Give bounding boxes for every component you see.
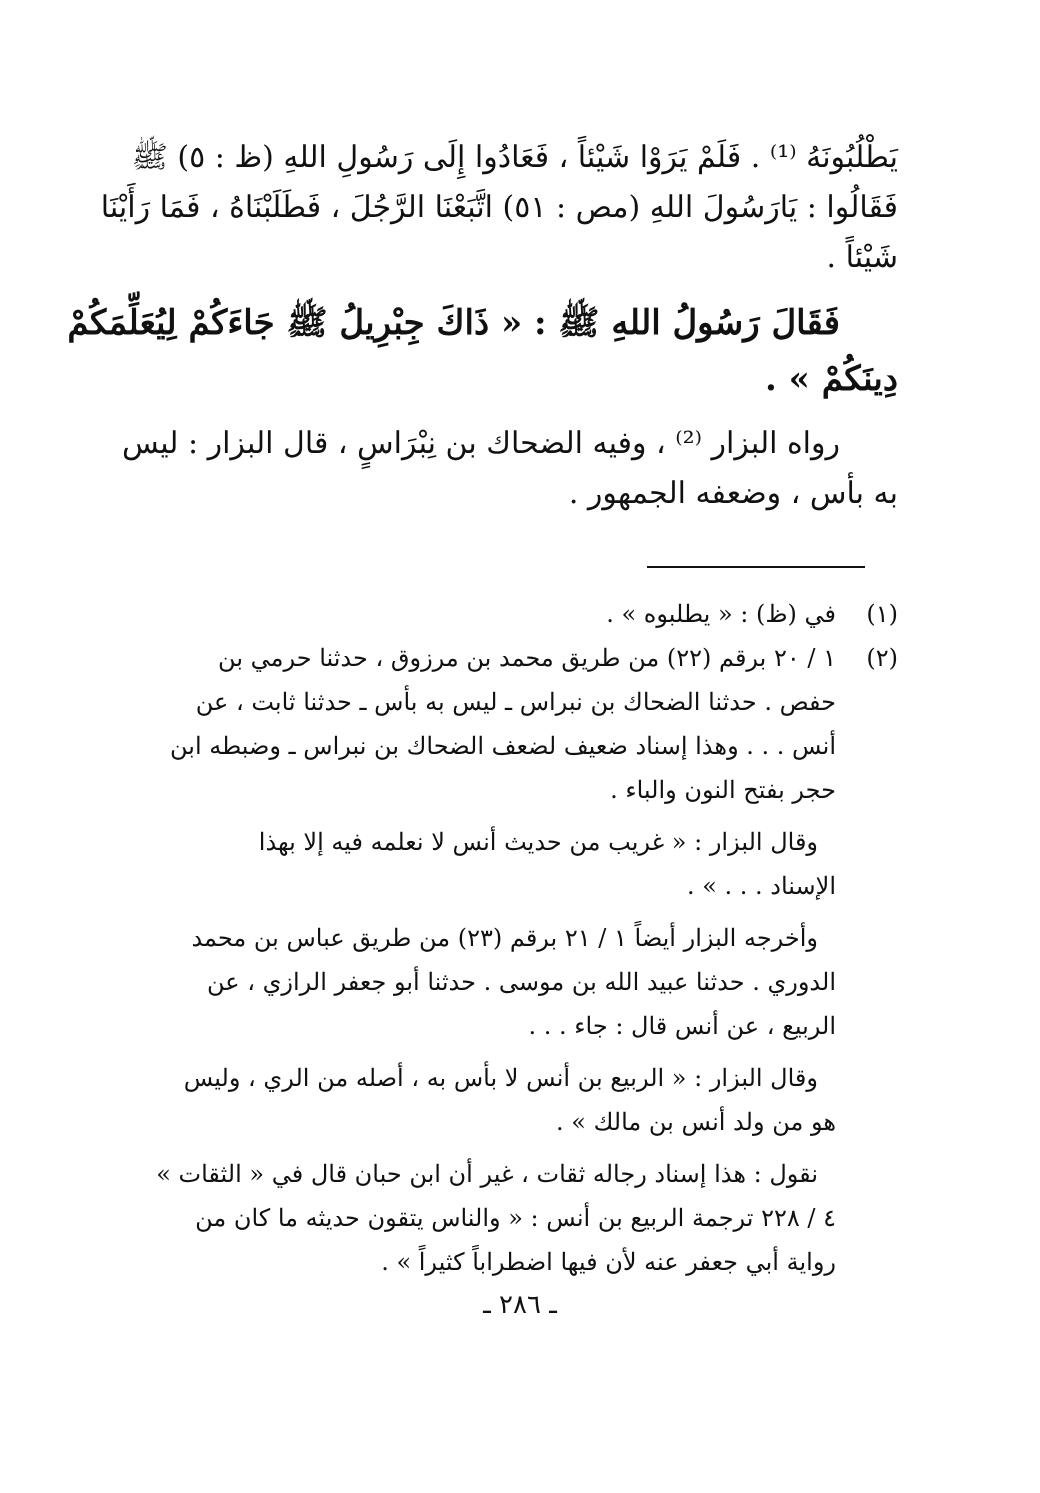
footnotes <box>156 592 898 1284</box>
footnote-line: وقال البزار : « الربيع بن أنس لا بأس به ، أصله من الري ، وليس <box>183 1064 818 1092</box>
main-text <box>67 133 898 531</box>
footnote-line: وأخرجه البزار أيضاً ١ / ٢١ برقم (٢٣) من طريق عباس بن محمد <box>191 924 818 952</box>
footnote-line: الإسناد . . . » . <box>686 872 836 900</box>
footnote-line: أنس . . . وهذا إسناد ضعيف لضعف الضحاك بن نبراس ـ وضبطه ابن <box>170 732 836 760</box>
footnote-text: في (ظ) : « يطلبوه » . <box>606 600 836 628</box>
footnote-number: (٢) <box>866 644 898 672</box>
footnote-line: حفص . حدثنا الضحاك بن نبراس ـ ليس به بأس ـ حدثنا ثابت ، عن <box>195 688 836 716</box>
footnote-1 <box>170 592 898 636</box>
text-line: شَيْئاً . <box>826 240 898 275</box>
footnote-line: ٤ / ٢٢٨ ترجمة الربيع بن أنس : « والناس يتقون حديثه ما كان من <box>195 1204 836 1232</box>
footnote-line: وقال البزار : « غريب من حديث أنس لا نعلمه فيه إلا بهذا <box>258 828 818 856</box>
footnote-divider <box>647 566 865 568</box>
page-number: ـ ٢٨٦ ـ <box>483 1290 557 1320</box>
footnote-line: هو من ولد أنس بن مالك » . <box>556 1108 836 1136</box>
footnote-line: حجر بفتح النون والباء . <box>610 776 836 804</box>
text-line: يَطْلُبُونَهُ ⁽¹⁾ . فَلَمْ يَرَوْا شَيْئاً ، فَعَادُوا إِلَى رَسُولِ اللهِ (ظ : ٥) ﷺ <box>131 140 898 175</box>
text-line: دِينَكُمْ » . <box>764 359 898 399</box>
text-line: فَقَالَ رَسُولُ اللهِ ﷺ : « ذَاكَ جِبْرِيلُ ﷺ جَاءَكُمْ لِيُعَلِّمَكُمْ <box>67 303 840 343</box>
footnote-line: الدوري . حدثنا عبيد الله بن موسى . حدثنا أبو جعفر الرازي ، عن <box>207 968 836 996</box>
footnote-number: (١) <box>866 600 898 628</box>
text-line: به بأس ، وضعفه الجمهور . <box>568 476 898 511</box>
footnote-2 <box>170 636 898 680</box>
text-line: فَقَالُوا : يَارَسُولَ اللهِ (مص : ٥١) اتَّبَعْنَا الرَّجُلَ ، فَطَلَبْنَاهُ ، فَمَا رَأَيْنَا <box>100 190 898 225</box>
paragraph-1 <box>100 133 898 283</box>
footnote-text: ١ / ٢٠ برقم (٢٢) من طريق محمد بن مرزوق ، حدثنا حرمي بن <box>218 644 836 672</box>
footnote-line: رواية أبي جعفر عنه لأن فيها اضطراباً كثيراً » . <box>381 1248 836 1276</box>
footnote-line: الربيع ، عن أنس قال : جاء . . . <box>528 1012 836 1040</box>
hadith-quote <box>67 295 898 407</box>
footnote-line: نقول : هذا إسناد رجاله ثقات ، غير أن ابن حبان قال في « الثقات » <box>156 1160 818 1188</box>
paragraph-3 <box>121 419 898 519</box>
text-line: رواه البزار ⁽²⁾ ، وفيه الضحاك بن نِبْرَاسٍ ، قال البزار : ليس <box>121 426 840 461</box>
